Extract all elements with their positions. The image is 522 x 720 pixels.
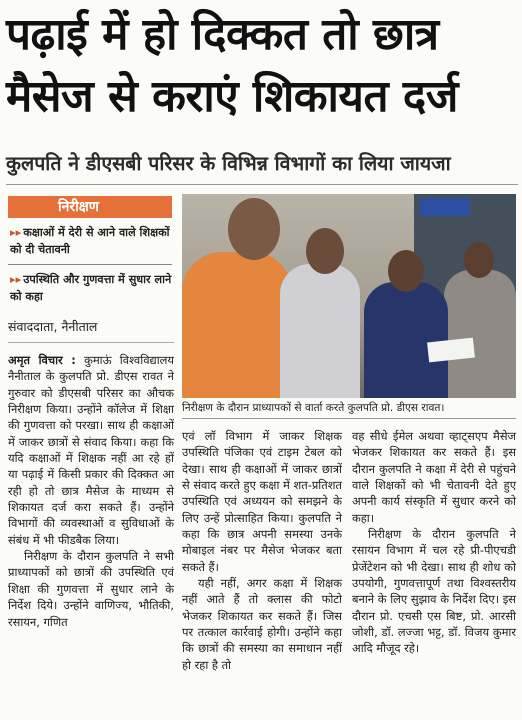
photo-caption: निरीक्षण के दौरान प्राध्यापकों से वार्ता करते कुलपति प्रो. डीएस रावत। xyxy=(182,400,516,419)
subheadline: कुलपति ने डीएसबी परिसर के विभिन्न विभागों का लिया जायजा xyxy=(6,150,518,185)
headline xyxy=(6,4,518,128)
article-paragraph: एवं लॉ विभाग में जाकर शिक्षक उपस्थिति पंजिका एवं टाइम टेबल को देखा। साथ ही कक्षाओं में जाकर छात्रों से संवाद करते हुए कक्षा में शत-प्रतिशत उपस्थिति एवं अध्ययन को समझने के लिए उन्हें प्रोत्साहित किया। कुलपति ने कहा कि छात्र अपनी समस्या उनके मोबाइल नंबर पर मैसेज भेजकर बता सकते हैं। xyxy=(182,429,342,574)
article-paragraph: निरीक्षण के दौरान कुलपति ने सभी प्राध्यापकों को छात्रों की उपस्थिति एवं शिक्षा की गुणवत्ता में सुधार लाने के निर्देश दिये। उन्होंने वाणिज्य, भौतिकी, रसायन, गणित xyxy=(8,549,174,629)
highlight-item: ▸▸ कक्षाओं में देरी से आने वाले शिक्षकों को दी चेतावनी xyxy=(10,226,170,256)
double-arrow-icon: ▸▸ xyxy=(10,273,22,286)
article-column-1 xyxy=(8,352,174,630)
highlight-tag: निरीक्षण xyxy=(8,196,172,218)
article-paragraph: यही नहीं, अगर कक्षा में शिक्षक नहीं आते हैं तो क्लास की फोटो भेजकर शिकायत कर सकते हैं। जिस पर तत्काल कार्रवाई होगी। उन्होंने कहा कि छात्रों की समस्या का समाधान नहीं हो रहा है तो xyxy=(182,576,342,672)
article-paragraph: वह सीधे ईमेल अथवा व्हाट्सएप मैसेज भेजकर शिकायत कर सकते हैं। इस दौरान कुलपति ने कक्षा में देरी से पहुंचने वाले शिक्षकों को भी चेतावनी देते हुए अपनी कार्य संस्कृति में सुधार करने को कहा। xyxy=(352,429,516,525)
article-column-2 xyxy=(182,428,342,673)
dateline: संवाददाता, नैनीताल xyxy=(8,318,174,343)
headline-line-2: मैसेज से कराएं शिकायत दर्ज xyxy=(6,71,458,122)
highlight-item: ▸▸ उपस्थिति और गुणवत्ता में सुधार लाने को कहा xyxy=(10,273,172,303)
headline-line-1: पढ़ाई में हो दिक्कत तो छात्र xyxy=(6,9,439,60)
news-photo xyxy=(182,194,516,398)
divider xyxy=(8,264,172,265)
double-arrow-icon: ▸▸ xyxy=(10,226,22,239)
article-lead: अमृत विचार : xyxy=(8,353,76,367)
article-paragraph: कुमाऊं विश्वविद्यालय नैनीताल के कुलपति प्रो. डीएस रावत ने गुरुवार को डीएसबी परिसर का औचक निरीक्षण किया। उन्होंने कॉलेज में शिक्षा की गुणवत्ता को परखा। साथ ही कक्षाओं में जाकर छात्रों से संवाद किया। कहा कि यदि कक्षाओं में शिक्षक नहीं आ रहे हों या पढ़ाई में किसी प्रकार की दिक्कत आ रही हो तो छात्र मैसेज के माध्यम से शिकायत दर्ज करा सकते हैं। उन्होंने विभागों की व्यवस्थाओं व सुविधाओं के संबंध में भी फीडबैक लिया। xyxy=(8,353,174,547)
highlight-box xyxy=(8,196,172,308)
article-paragraph: निरीक्षण के दौरान कुलपति ने रसायन विभाग में चल रहे प्री-पीएचडी प्रेजेंटेशन को भी देखा। साथ ही शोध को उपयोगी, गुणवत्तापूर्ण तथा विश्वस्तरीय बनाने के लिए सुझाव के निर्देश दिए। इस दौरान प्रो. एचसी एस बिष्ट, प्रो. आरसी जोशी, डॉ. लज्जा भट्ट, डॉ. विजय कुमार आदि मौजूद रहे। xyxy=(352,527,516,656)
article-column-3 xyxy=(352,428,516,657)
